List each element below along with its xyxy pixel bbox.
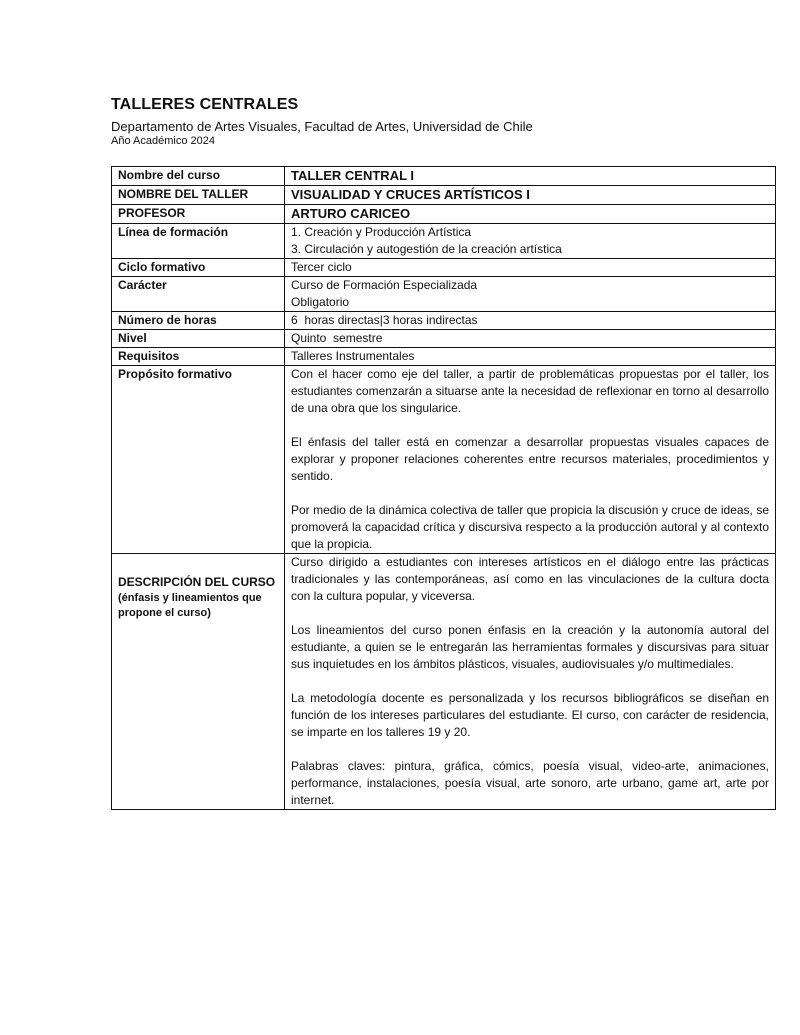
descripcion-paragraph: La metodología docente es personalizada y los recursos bibliográficos se diseñan en función de los intereses particulares del estudiante. El curso, con carácter de residencia, se imparte en los talleres 19 y 20. (291, 691, 769, 739)
row-value-horas: 6 horas directas|3 horas indirectas (285, 312, 776, 330)
row-label-ciclo: Ciclo formativo (112, 259, 285, 277)
academic-year: Año Académico 2024 (111, 135, 215, 147)
caracter-item-2: Obligatorio (291, 295, 350, 309)
row-value-proposito (285, 366, 776, 554)
row-value-linea (285, 224, 776, 259)
table-row (112, 348, 776, 366)
row-label-caracter: Carácter (112, 277, 285, 312)
table-row (112, 167, 776, 186)
row-label-requisitos: Requisitos (112, 348, 285, 366)
descripcion-paragraph: Palabras claves: pintura, gráfica, cómics, poesía visual, video-arte, animaciones, performance, instalaciones, poesía visual, arte sonoro, arte urbano, game art, arte por internet. (291, 759, 769, 807)
table-row (112, 259, 776, 277)
row-value-nombre-taller: VISUALIDAD Y CRUCES ARTÍSTICOS I (285, 186, 776, 205)
row-label-nombre-curso: Nombre del curso (112, 167, 285, 186)
descripcion-subheading: (énfasis y lineamientos que propone el curso) (118, 592, 262, 619)
row-label-linea: Línea de formación (112, 224, 285, 259)
caracter-item-1: Curso de Formación Especializada (291, 278, 478, 292)
descripcion-heading: DESCRIPCIÓN DEL CURSO (118, 575, 276, 589)
row-label-horas: Número de horas (112, 312, 285, 330)
descripcion-paragraph: Curso dirigido a estudiantes con intereses artísticos en el diálogo entre las prácticas tradicionales y las contemporáneas, así como en las vinculaciones de la cultura docta con la cultura popular, y viceversa. (291, 555, 769, 603)
linea-item-2: 3. Circulación y autogestión de la creación artística (291, 242, 562, 256)
row-label-nombre-taller: NOMBRE DEL TALLER (112, 186, 285, 205)
row-value-requisitos: Talleres Instrumentales (285, 348, 776, 366)
document-subtitle: Departamento de Artes Visuales, Facultad de Artes, Universidad de Chile (111, 119, 533, 134)
proposito-paragraph: El énfasis del taller está en comenzar a desarrollar propuestas visuales capaces de explorar y proponer relaciones coherentes entre recursos materiales, procedimientos y sentido. (291, 435, 769, 483)
row-value-ciclo: Tercer ciclo (285, 259, 776, 277)
document-header (111, 96, 751, 147)
table-row (112, 277, 776, 312)
row-value-caracter (285, 277, 776, 312)
row-value-profesor: ARTURO CARICEO (285, 205, 776, 224)
table-row (112, 205, 776, 224)
table-row (112, 330, 776, 348)
table-row (112, 554, 776, 810)
row-label-descripcion (112, 554, 285, 810)
row-label-profesor: PROFESOR (112, 205, 285, 224)
row-label-proposito: Propósito formativo (112, 366, 285, 554)
table-row (112, 312, 776, 330)
table-row (112, 186, 776, 205)
row-value-nombre-curso: TALLER CENTRAL I (285, 167, 776, 186)
proposito-paragraph: Con el hacer como eje del taller, a partir de problemáticas propuestas por el taller, los estudiantes comenzarán a situarse ante la necesidad de reflexionar en torno al desarrollo de una obra que los singularice. (291, 367, 769, 415)
table-row (112, 224, 776, 259)
proposito-paragraph: Por medio de la dinámica colectiva de taller que propicia la discusión y cruce de ideas, se promoverá la capacidad crítica y discursiva respecto a la producción autoral y al contexto que la propicia. (291, 503, 769, 551)
linea-item-1: 1. Creación y Producción Artística (291, 225, 472, 239)
course-info-table (111, 166, 776, 810)
descripcion-paragraph: Los lineamientos del curso ponen énfasis en la creación y la autonomía autoral del estudiante, a quien se le entregarán las herramientas formales y discursivas para situar sus inquietudes en los ámbitos plásticos, visuales, audiovisuales y/o multimediales. (291, 623, 769, 671)
row-label-nivel: Nivel (112, 330, 285, 348)
table-row (112, 366, 776, 554)
row-value-nivel: Quinto semestre (285, 330, 776, 348)
document-title: TALLERES CENTRALES (111, 96, 299, 113)
row-value-descripcion (285, 554, 776, 810)
